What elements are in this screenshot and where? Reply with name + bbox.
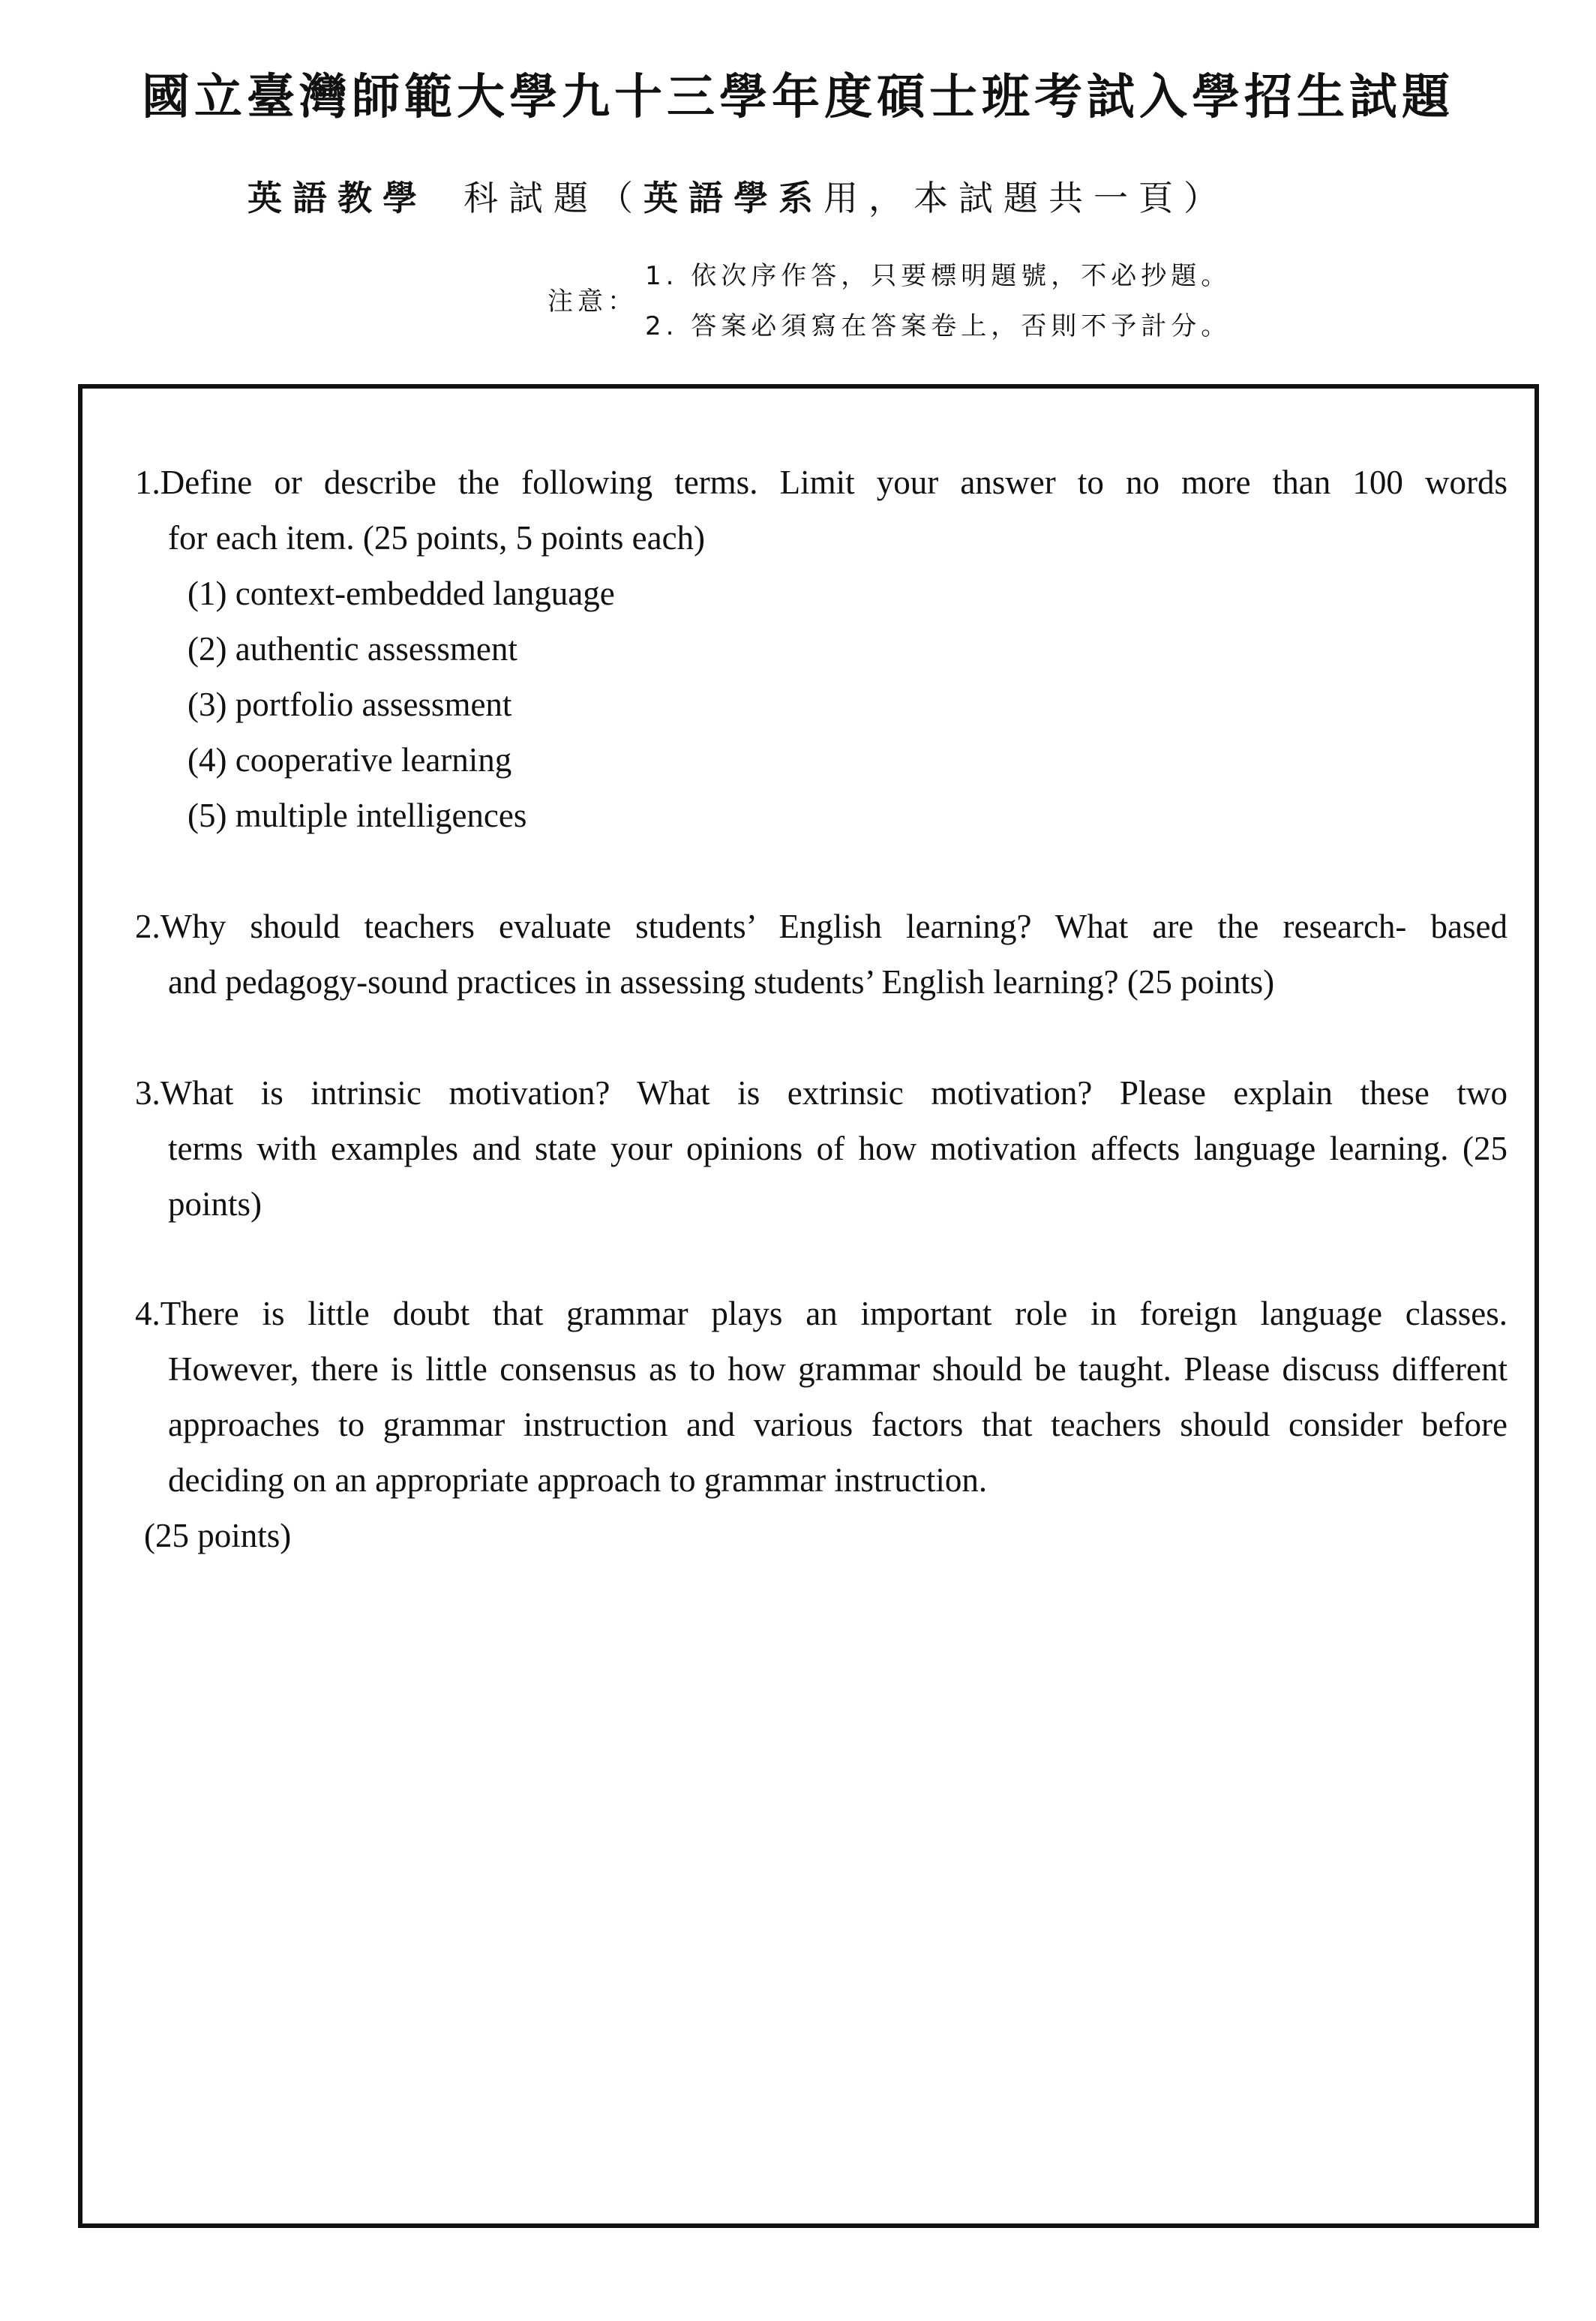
term-item: (2) authentic assessment	[188, 630, 518, 668]
notice-list	[645, 255, 1231, 342]
notice-label: 注意：	[548, 286, 638, 317]
exam-title: 國立臺灣師範大學九十三學年度碩士班考試入學招生試題	[142, 70, 1454, 125]
department-name: 英語學系	[644, 178, 824, 218]
term-item: (1) context-embedded language	[188, 575, 615, 612]
question-1-line2: for each item. (25 points, 5 points each)	[168, 519, 706, 557]
question-box	[78, 384, 1539, 2228]
question-2-line1: 2.Why should teachers evaluate students’ English learning? What are the research- based	[135, 908, 1508, 945]
subject-suffix: 科試題（	[464, 178, 644, 218]
term-item: (3) portfolio assessment	[188, 686, 512, 723]
question-3-line1: 3.What is intrinsic motivation? What is extrinsic motivation? Please explain these two	[135, 1074, 1508, 1112]
notice-item: 2. 答案必須寫在答案卷上，否則不予計分。	[645, 311, 1232, 341]
question-2	[135, 899, 1508, 1010]
question-3	[135, 1065, 1508, 1232]
notice-item: 1. 依次序作答，只要標明題號，不必抄題。	[645, 261, 1232, 291]
question-1-line1: 1.Define or describe the following terms. Limit your answer to no more than 100 words	[135, 464, 1508, 501]
question-4	[135, 1286, 1508, 1563]
term-item: (5) multiple intelligences	[188, 797, 527, 834]
question-1	[135, 455, 1508, 843]
subject-name: 英語教學	[248, 178, 428, 218]
question-4-points: (25 points)	[144, 1517, 292, 1554]
question-1-terms	[135, 566, 1508, 843]
question-4-body: However, there is little consensus as to how grammar should be taught. Please discuss different approaches to grammar instruction and various factors that teachers should consider before deciding on an appropriate approach to grammar instruction.	[168, 1350, 1508, 1499]
exam-subtitle	[248, 171, 1228, 221]
question-4-line1: 4.There is little doubt that grammar plays an important role in foreign language classes.	[135, 1295, 1508, 1332]
notice-block	[548, 255, 1231, 342]
question-3-body: terms with examples and state your opinions of how motivation affects language learning. (25 points)	[168, 1130, 1508, 1223]
term-item: (4) cooperative learning	[188, 741, 512, 779]
question-2-body: and pedagogy-sound practices in assessing students’ English learning? (25 points)	[168, 963, 1275, 1001]
department-suffix: 用，本試題共一頁）	[824, 178, 1228, 218]
